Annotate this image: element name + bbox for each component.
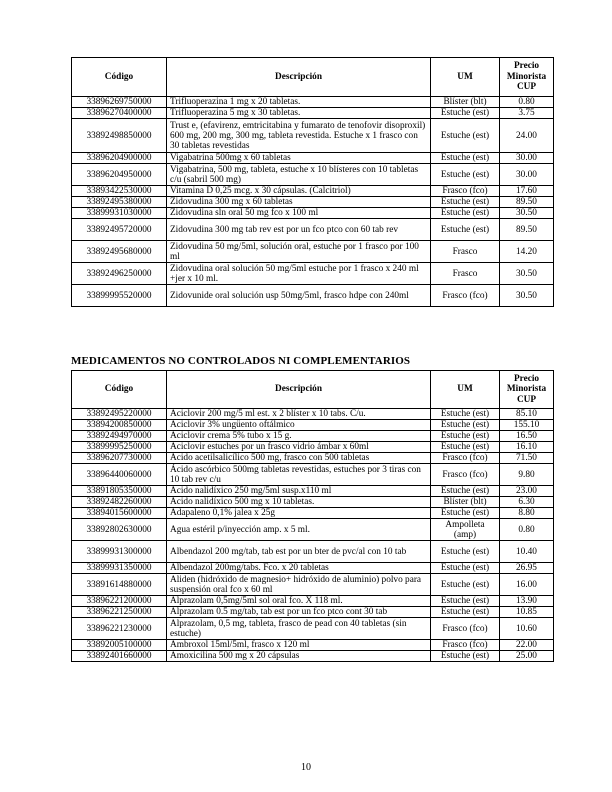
- cell-description: Zidovudina oral solución 50 mg/5ml estuche por 1 frasco x 240 ml +jer x 10 ml.: [167, 263, 431, 285]
- cell-code: 33896207730000: [72, 453, 167, 464]
- cell-um: Estuche (est): [431, 486, 500, 497]
- cell-um: Estuche (est): [431, 219, 500, 241]
- cell-price: 16.10: [500, 442, 554, 453]
- cell-code: 33896204900000: [72, 153, 167, 164]
- table-row: [72, 219, 554, 241]
- cell-code: 33896221250000: [72, 607, 167, 618]
- table-row: [72, 186, 554, 197]
- cell-um: Estuche (est): [431, 596, 500, 607]
- cell-um: Estuche (est): [431, 563, 500, 574]
- cell-code: 33893422530000: [72, 186, 167, 197]
- cell-code: 33899995520000: [72, 285, 167, 307]
- cell-um: Frasco: [431, 241, 500, 263]
- cell-description: Alprazolam, 0,5 mg, tableta, frasco de pead con 40 tabletas (sin estuche): [167, 618, 431, 640]
- cell-description: Trust e, (efavirenz, emtricitabina y fumarato de tenofovir disoproxil) 600 mg, 200 mg, 300 mg, tableta revestida. Estuche x 1 frasco con 30 tabletas revestidas: [167, 119, 431, 153]
- cell-um: Estuche (est): [431, 508, 500, 519]
- cell-code: 33896221200000: [72, 596, 167, 607]
- table-row: [72, 119, 554, 153]
- table-row: [72, 263, 554, 285]
- table-row: [72, 497, 554, 508]
- cell-price: 30.50: [500, 285, 554, 307]
- table-row: [72, 442, 554, 453]
- cell-code: 33894015600000: [72, 508, 167, 519]
- cell-um: Estuche (est): [431, 164, 500, 186]
- header-um: UM: [431, 371, 500, 409]
- cell-um: Estuche (est): [431, 409, 500, 420]
- cell-description: Zidovudina 50 mg/5ml, solución oral, estuche por 1 frasco por 100 ml: [167, 241, 431, 263]
- cell-um: Blíster (blt): [431, 497, 500, 508]
- cell-description: Alprazolam 0,5mg/5ml sol oral fco. X 118 ml.: [167, 596, 431, 607]
- header-price-line2: Minorista: [506, 384, 547, 395]
- cell-description: Albendazol 200 mg/tab, tab est por un bter de pvc/al con 10 tab: [167, 541, 431, 563]
- table-row: [72, 486, 554, 497]
- header-price-line3: CUP: [516, 394, 537, 405]
- cell-description: Aciclovir 3% ungüento oftálmico: [167, 420, 431, 431]
- table-row: [72, 651, 554, 662]
- table-row: [72, 607, 554, 618]
- cell-price: 26.95: [500, 563, 554, 574]
- cell-um: Estuche (est): [431, 197, 500, 208]
- cell-price: 16.00: [500, 574, 554, 596]
- table-row: [72, 541, 554, 563]
- cell-description: Trifluoperazina 5 mg x 30 tabletas.: [167, 108, 431, 119]
- cell-description: Vigabatrina 500mg x 60 tabletas: [167, 153, 431, 164]
- cell-um: Estuche (est): [431, 108, 500, 119]
- cell-um: Estuche (est): [431, 153, 500, 164]
- cell-description: Ácido nalidíxico 500 mg x 10 tabletas.: [167, 497, 431, 508]
- cell-price: 89.50: [500, 219, 554, 241]
- cell-um: Frasco: [431, 263, 500, 285]
- header-price: [500, 58, 554, 97]
- cell-um: Frasco (fco): [431, 453, 500, 464]
- cell-code: 33892401660000: [72, 651, 167, 662]
- cell-um: Estuche (est): [431, 119, 500, 153]
- cell-um: Frasco (fco): [431, 618, 500, 640]
- cell-description: Adapaleno 0,1% jalea x 25g: [167, 508, 431, 519]
- cell-code: 33892802630000: [72, 519, 167, 541]
- cell-price: 8.80: [500, 508, 554, 519]
- table-row: [72, 164, 554, 186]
- cell-price: 10.60: [500, 618, 554, 640]
- cell-price: 3.75: [500, 108, 554, 119]
- cell-description: Vigabatrina, 500 mg, tableta, estuche x 10 blísteres con 10 tabletas c/u (sabril 500 mg): [167, 164, 431, 186]
- cell-code: 33896269750000: [72, 97, 167, 108]
- cell-um: Frasco (fco): [431, 285, 500, 307]
- cell-um: Frasco (fco): [431, 186, 500, 197]
- cell-price: 30.00: [500, 153, 554, 164]
- header-price-line1: Precio: [513, 373, 540, 384]
- page-number: 10: [301, 762, 311, 773]
- cell-description: Ácido nalidíxico 250 mg/5ml susp.x110 ml: [167, 486, 431, 497]
- cell-code: 33892495680000: [72, 241, 167, 263]
- cell-code: 33891614880000: [72, 574, 167, 596]
- cell-description: Trifluoperazina 1 mg x 20 tabletas.: [167, 97, 431, 108]
- cell-description: Aciclovir estuches por un frasco vidrio ámbar x 60ml: [167, 442, 431, 453]
- cell-description: Zidovudina 300 mg tab rev est por un fco ptco con 60 tab rev: [167, 219, 431, 241]
- table-row: [72, 409, 554, 420]
- cell-description: Zidovudina sln oral 50 mg fco x 100 ml: [167, 208, 431, 219]
- cell-um: Blíster (blt): [431, 97, 500, 108]
- cell-description: Ácido acetilsalicílico 500 mg, frasco con 500 tabletas: [167, 453, 431, 464]
- cell-code: 33892495720000: [72, 219, 167, 241]
- cell-description: Ácido ascórbico 500mg tabletas revestidas, estuches por 3 tiras con 10 tab rev c/u: [167, 464, 431, 486]
- cell-price: 23.00: [500, 486, 554, 497]
- cell-price: 30.50: [500, 263, 554, 285]
- cell-description: Vitamina D 0,25 mcg. x 30 cápsulas. (Calcitriol): [167, 186, 431, 197]
- cell-code: 33896204950000: [72, 164, 167, 186]
- cell-um: Frasco (fco): [431, 640, 500, 651]
- cell-description: Agua estéril p/inyección amp. x 5 ml.: [167, 519, 431, 541]
- cell-code: 33891805350000: [72, 486, 167, 497]
- table-row: [72, 108, 554, 119]
- cell-code: 33892495220000: [72, 409, 167, 420]
- cell-price: 71.50: [500, 453, 554, 464]
- table-row: [72, 197, 554, 208]
- cell-um: Frasco (fco): [431, 464, 500, 486]
- cell-price: 22.00: [500, 640, 554, 651]
- table-header-row: [72, 371, 554, 409]
- price-table-1: [71, 57, 554, 307]
- cell-code: 33899995250000: [72, 442, 167, 453]
- cell-um: Estuche (est): [431, 574, 500, 596]
- header-code: Código: [72, 58, 167, 97]
- table-row: [72, 285, 554, 307]
- header-description: Descripción: [167, 371, 431, 409]
- table-header-row: [72, 58, 554, 97]
- cell-price: 6.30: [500, 497, 554, 508]
- cell-um: Estuche (est): [431, 208, 500, 219]
- header-price: [500, 371, 554, 409]
- cell-um: Estuche (est): [431, 420, 500, 431]
- table-row: [72, 508, 554, 519]
- table-row: [72, 574, 554, 596]
- cell-code: 33892495380000: [72, 197, 167, 208]
- cell-description: Aciclovir crema 5% tubo x 15 g.: [167, 431, 431, 442]
- table-row: [72, 640, 554, 651]
- cell-description: Zidovudina 300 mg x 60 tabletas: [167, 197, 431, 208]
- table-row: [72, 241, 554, 263]
- cell-description: Zidovunide oral solución usp 50mg/5ml, frasco hdpe con 240ml: [167, 285, 431, 307]
- table-row: [72, 453, 554, 464]
- cell-um: Estuche (est): [431, 541, 500, 563]
- cell-price: 10.85: [500, 607, 554, 618]
- cell-price: 25.00: [500, 651, 554, 662]
- cell-code: 33896440060000: [72, 464, 167, 486]
- cell-price: 17.60: [500, 186, 554, 197]
- cell-code: 33892005100000: [72, 640, 167, 651]
- cell-code: 33896221230000: [72, 618, 167, 640]
- header-price-line1: Precio: [513, 61, 540, 72]
- cell-description: Aliden (hidróxido de magnesio+ hidróxido de aluminio) polvo para suspensión oral fco x 60 ml: [167, 574, 431, 596]
- header-price-line3: CUP: [516, 82, 537, 93]
- cell-price: 0.80: [500, 97, 554, 108]
- section-title: MEDICAMENTOS NO CONTROLADOS NI COMPLEMENTARIOS: [71, 355, 411, 367]
- cell-price: 10.40: [500, 541, 554, 563]
- table-row: [72, 431, 554, 442]
- price-table-2: [71, 370, 554, 662]
- table-row: [72, 519, 554, 541]
- table-row: [72, 208, 554, 219]
- table-row: [72, 420, 554, 431]
- header-code: Código: [72, 371, 167, 409]
- table-row: [72, 97, 554, 108]
- cell-code: 33892496250000: [72, 263, 167, 285]
- cell-price: 30.00: [500, 164, 554, 186]
- cell-price: 0.80: [500, 519, 554, 541]
- header-price-line2: Minorista: [506, 71, 547, 82]
- cell-price: 13.90: [500, 596, 554, 607]
- cell-um: Estuche (est): [431, 442, 500, 453]
- cell-um: Estuche (est): [431, 651, 500, 662]
- cell-description: Amoxicilina 500 mg x 20 cápsulas: [167, 651, 431, 662]
- cell-price: 155.10: [500, 420, 554, 431]
- table-row: [72, 153, 554, 164]
- cell-price: 85.10: [500, 409, 554, 420]
- header-description: Descripción: [167, 58, 431, 97]
- cell-code: 33892498850000: [72, 119, 167, 153]
- cell-price: 24.00: [500, 119, 554, 153]
- cell-description: Aciclovir 200 mg/5 ml est. x 2 blíster x 10 tabs. C/u.: [167, 409, 431, 420]
- cell-description: Alprazolam 0.5 mg/tab, tab est por un fco ptco cont 30 tab: [167, 607, 431, 618]
- header-um: UM: [431, 58, 500, 97]
- cell-um: Estuche (est): [431, 607, 500, 618]
- table-row: [72, 563, 554, 574]
- cell-price: 14.20: [500, 241, 554, 263]
- cell-code: 33892494970000: [72, 431, 167, 442]
- cell-price: 89.50: [500, 197, 554, 208]
- cell-description: Ambroxol 15ml/5ml, frasco x 120 ml: [167, 640, 431, 651]
- table-row: [72, 618, 554, 640]
- cell-code: 33899931300000: [72, 541, 167, 563]
- table-row: [72, 464, 554, 486]
- cell-code: 33894200850000: [72, 420, 167, 431]
- cell-code: 33896270400000: [72, 108, 167, 119]
- cell-code: 33892482260000: [72, 497, 167, 508]
- cell-code: 33899931030000: [72, 208, 167, 219]
- cell-price: 9.80: [500, 464, 554, 486]
- cell-um: Estuche (est): [431, 431, 500, 442]
- cell-um: Ampolleta (amp): [431, 519, 500, 541]
- table-row: [72, 596, 554, 607]
- cell-description: Albendazol 200mg/tabs. Fco. x 20 tabletas: [167, 563, 431, 574]
- cell-code: 33899931350000: [72, 563, 167, 574]
- cell-price: 16.50: [500, 431, 554, 442]
- cell-price: 30.50: [500, 208, 554, 219]
